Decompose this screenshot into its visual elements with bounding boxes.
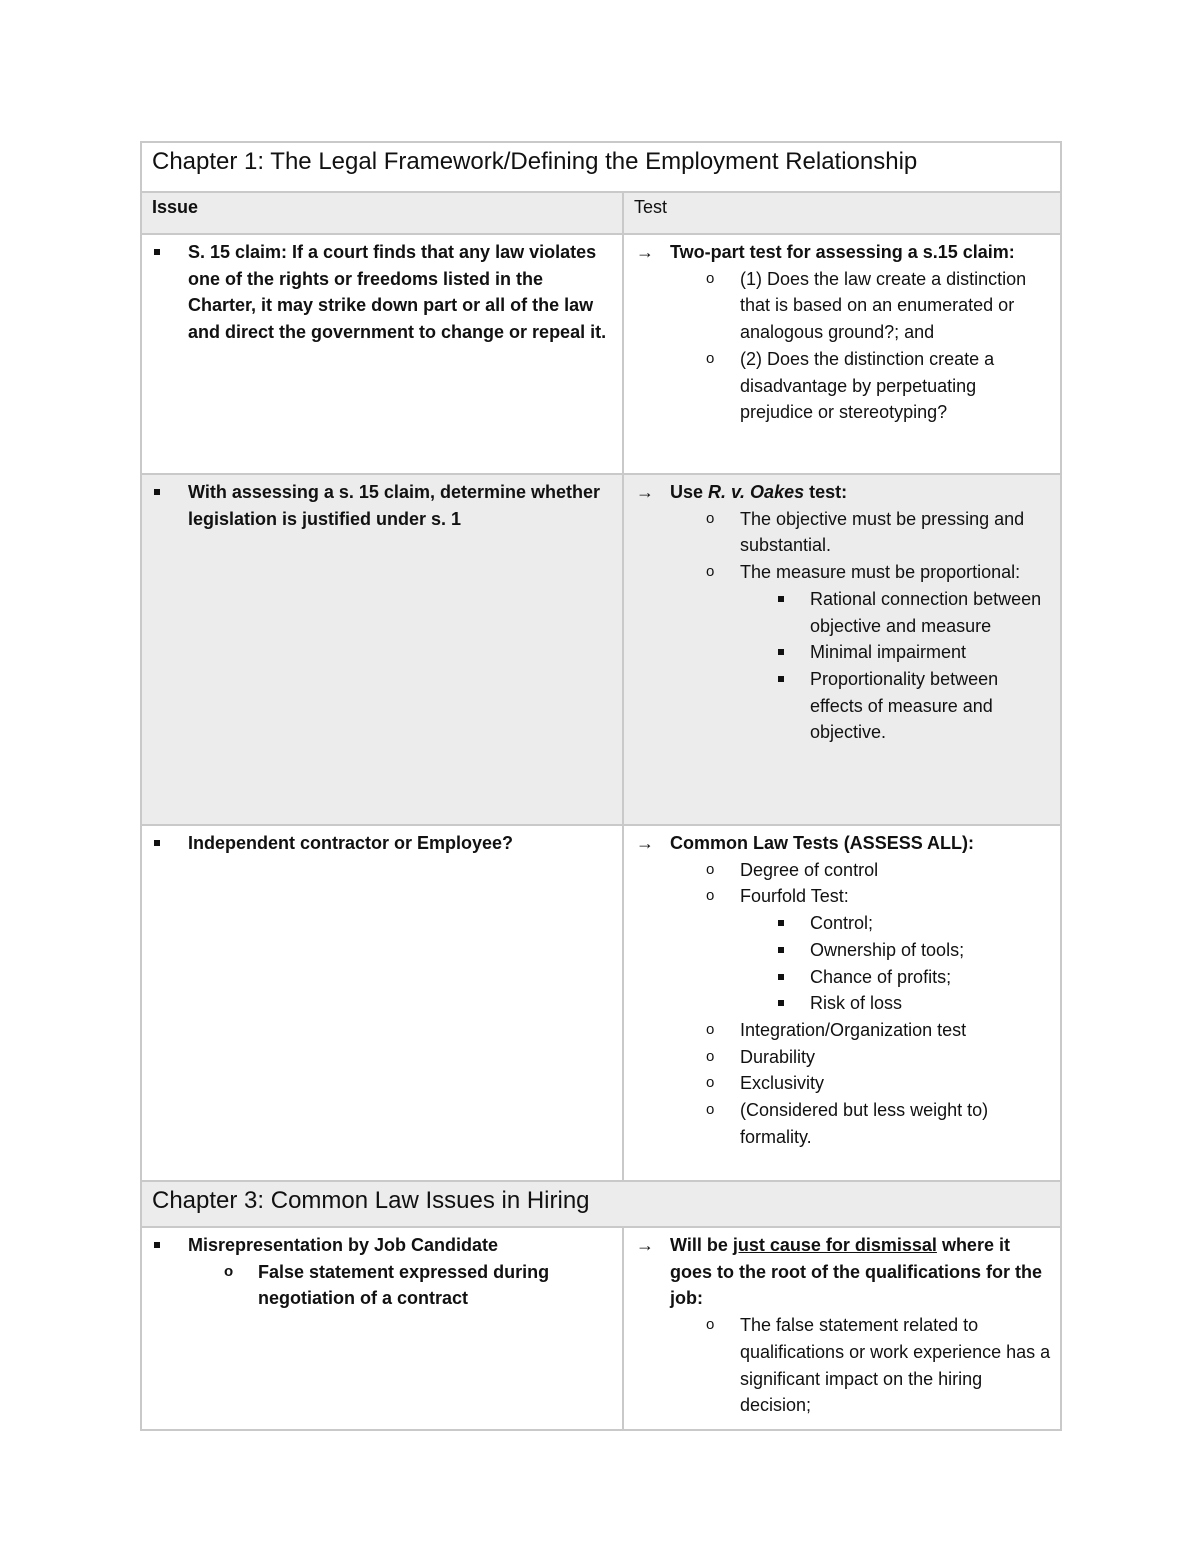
list-item [634,506,1052,559]
test-cell [623,825,1061,1181]
issue-text: With assessing a s. 15 claim, determine whether legislation is justified under s. 1 [188,482,600,529]
list-item [152,239,612,346]
list-item [152,479,612,532]
list-item [634,559,1052,586]
square-bullet-icon [154,479,160,506]
list-item [634,1097,1052,1150]
test-item-text: (2) Does the distinction create a disadvantage by perpetuating prejudice or stereotyping? [740,348,995,423]
square-bullet-icon [778,964,784,991]
circle-bullet-icon: o [706,887,715,905]
issue-text: S. 15 claim: If a court finds that any law violates one of the rights or freedoms listed in the Charter, it may strike down part or all of the law and direct the government to change or repeal it. [188,242,607,343]
list-item [634,883,1052,910]
test-heading-post: where it goes to the root of the qualifications for the job: [670,1235,1042,1309]
square-bullet-icon [778,639,784,666]
circle-bullet-icon: o [706,1316,715,1334]
chapter3-title-row [141,1181,1061,1227]
list-item [152,1232,612,1259]
issue-text: Independent contractor or Employee? [188,833,514,853]
issue-text: Misrepresentation by Job Candidate [188,1235,499,1255]
test-item-text: Durability [740,1046,816,1067]
chapter1-title: Chapter 1: The Legal Framework/Defining the Employment Relationship [141,142,1061,192]
column-header-test: Test [623,192,1061,234]
list-item [634,639,1052,666]
list-item [634,1017,1052,1044]
test-item-text: The measure must be proportional: [740,562,1021,583]
test-item-text: The objective must be pressing and substantial. [740,508,1025,556]
test-heading [634,830,1052,857]
underlined-term: just cause for dismissal [732,1235,937,1255]
test-heading-post: test: [804,482,848,502]
list-item [634,346,1052,426]
test-heading [634,479,1052,506]
test-item-text: Integration/Organization test [740,1019,967,1040]
square-bullet-icon [778,586,784,613]
arrow-right-icon: → [636,833,654,853]
square-bullet-icon [154,1232,160,1259]
table-row [141,825,1061,1181]
circle-bullet-icon: o [706,509,715,527]
issue-cell [141,234,623,474]
test-heading [634,239,1052,266]
test-item-text: Fourfold Test: [740,886,849,907]
list-item [634,1312,1052,1419]
square-bullet-icon [778,666,784,693]
circle-bullet-icon: o [706,1020,715,1038]
chapter3-title: Chapter 3: Common Law Issues in Hiring [141,1181,1061,1227]
case-name: R. v. Oakes [708,482,805,502]
table-row [141,234,1061,474]
arrow-right-icon: → [636,1235,654,1255]
circle-bullet-icon: o [706,860,715,878]
test-heading [634,1232,1052,1312]
circle-bullet-icon: o [706,1101,715,1119]
table-row [141,474,1061,825]
square-bullet-icon [778,937,784,964]
test-cell [623,474,1061,825]
column-header-issue: Issue [141,192,623,234]
test-item-text: (1) Does the law create a distinction that is based on an enumerated or analogous ground?; and [740,268,1027,343]
square-bullet-icon [778,910,784,937]
test-item-text: The false statement related to qualifications or work experience has a significant impact on the hiring decision; [740,1315,1051,1416]
list-item [152,830,612,857]
circle-bullet-icon: o [224,1262,234,1280]
square-bullet-icon [154,239,160,266]
list-item [634,990,1052,1017]
test-heading-text: Two-part test for assessing a s.15 claim: [670,242,1015,262]
issue-cell [141,474,623,825]
list-item [634,586,1052,639]
issue-subtext: False statement expressed during negotiation of a contract [258,1261,550,1309]
list-item [634,964,1052,991]
test-item-text: Degree of control [740,859,879,880]
circle-bullet-icon: o [706,1047,715,1065]
test-subitem-text: Ownership of tools; [810,939,965,960]
list-item [634,1070,1052,1097]
circle-bullet-icon: o [706,269,715,287]
list-item [634,1044,1052,1071]
test-item-text: (Considered but less weight to) formality. [740,1100,989,1147]
arrow-right-icon: → [636,242,654,262]
test-heading-pre: Will be [670,1235,733,1255]
issue-cell [141,1227,623,1430]
test-item-text: Exclusivity [740,1073,825,1094]
test-subitem-text: Rational connection between objective and measure [810,588,1042,636]
circle-bullet-icon: o [706,563,715,581]
issue-cell [141,825,623,1181]
circle-bullet-icon: o [706,1074,715,1092]
list-item [634,857,1052,884]
list-item [634,266,1052,346]
chapter1-title-row [141,142,1061,192]
test-heading-text: Common Law Tests (ASSESS ALL): [670,833,975,853]
law-summary-table [140,141,1062,1431]
test-cell [623,234,1061,474]
list-item [634,910,1052,937]
test-subitem-text: Proportionality between effects of measure and objective. [810,668,999,743]
arrow-right-icon: → [636,482,654,502]
test-subitem-text: Risk of loss [810,993,903,1014]
test-heading-pre: Use [670,482,709,502]
square-bullet-icon [154,830,160,857]
list-item [634,666,1052,746]
test-cell [623,1227,1061,1430]
table-row [141,1227,1061,1430]
circle-bullet-icon: o [706,349,715,367]
test-subitem-text: Control; [810,913,874,934]
test-subitem-text: Minimal impairment [810,642,967,663]
list-item [152,1259,612,1312]
list-item [634,937,1052,964]
column-header-row [141,192,1061,234]
test-subitem-text: Chance of profits; [810,966,952,987]
square-bullet-icon [778,990,784,1017]
